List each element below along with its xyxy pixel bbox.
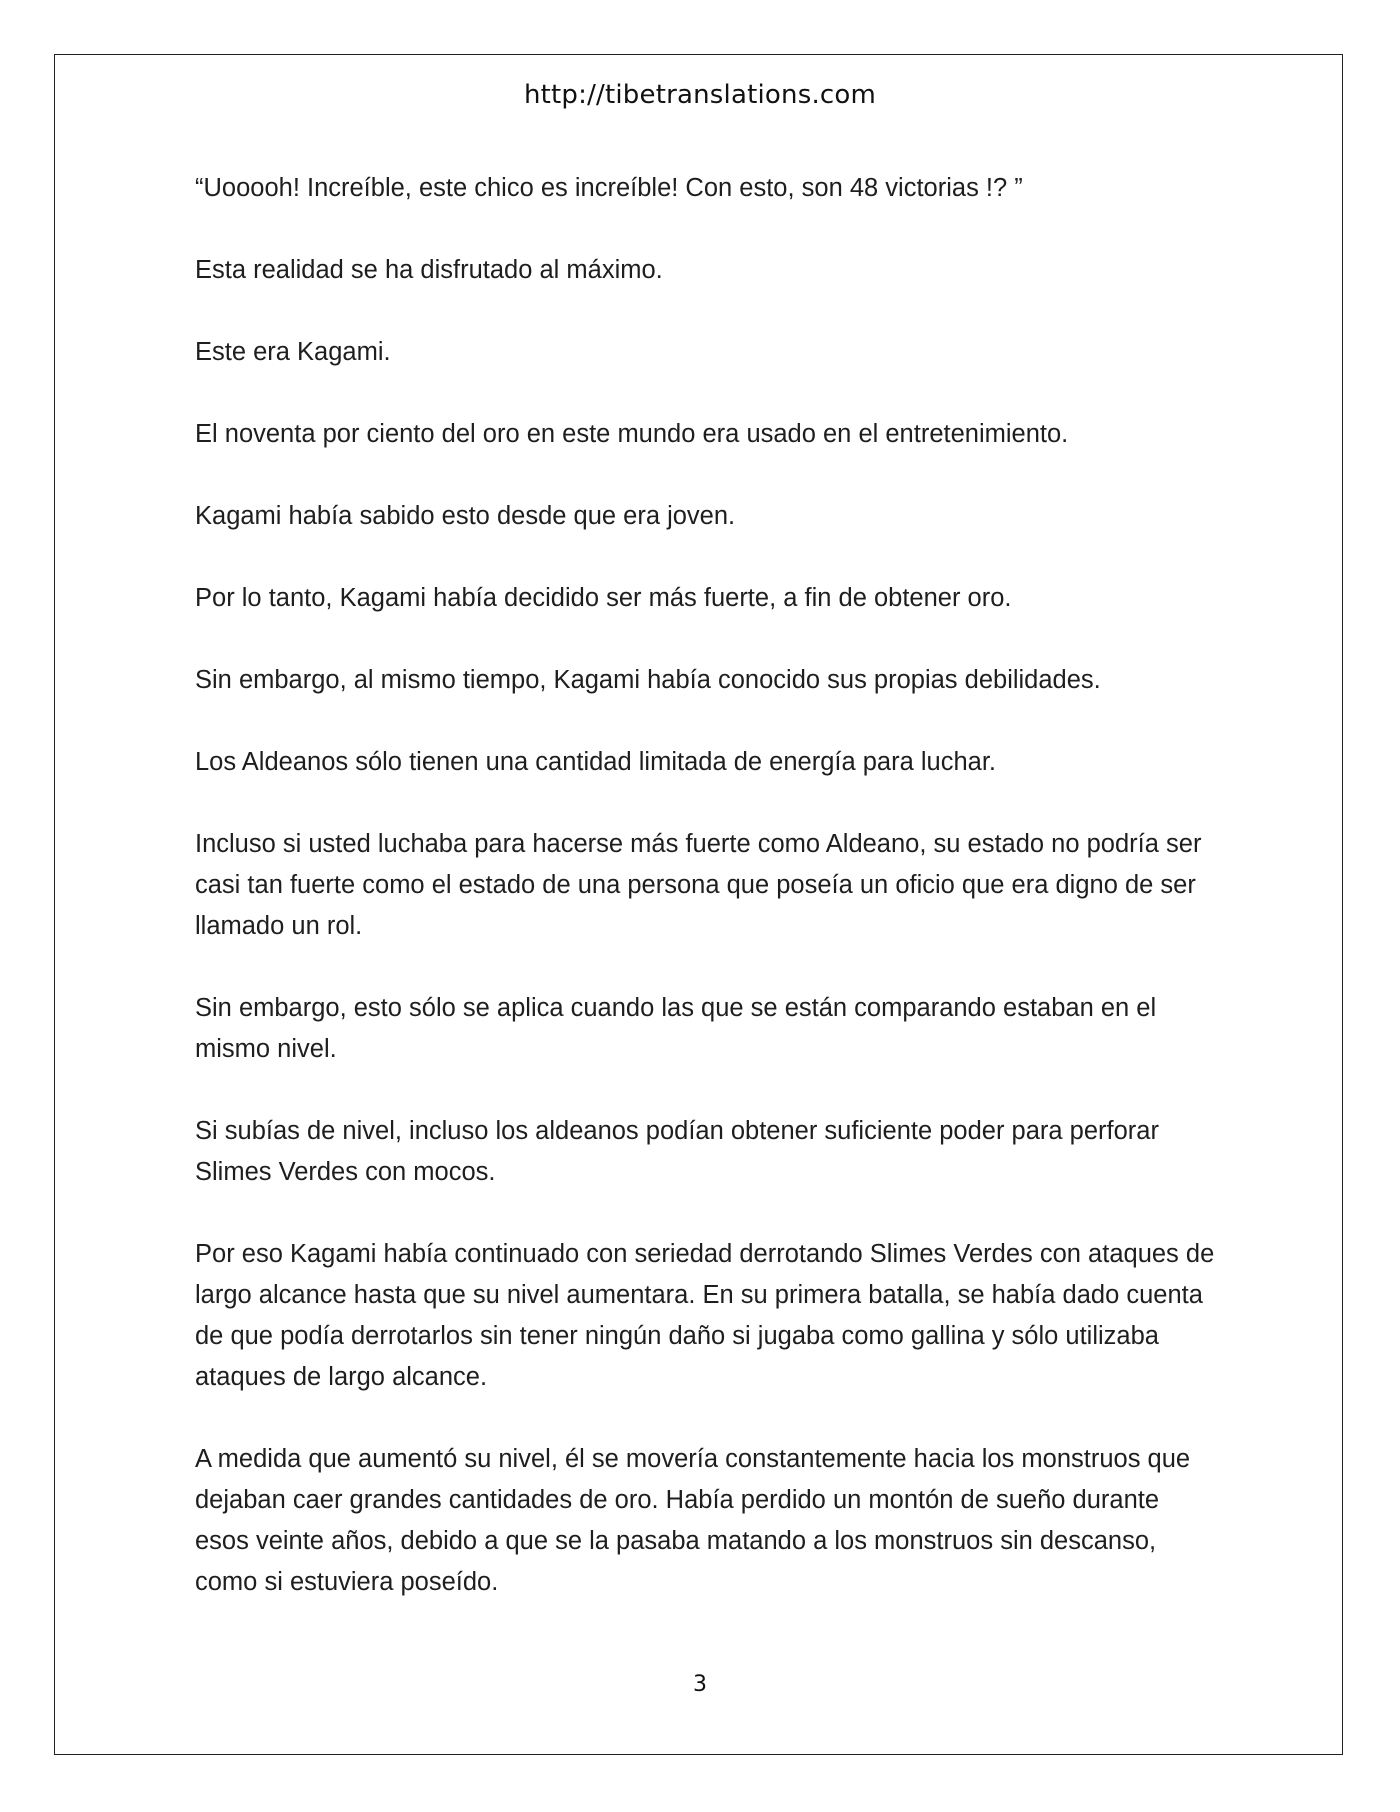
paragraph: Esta realidad se ha disfrutado al máximo.	[195, 256, 663, 284]
header-url: http://tibetranslations.com	[523, 80, 877, 110]
paragraph: Los Aldeanos sólo tienen una cantidad limitada de energía para luchar.	[195, 748, 996, 776]
paragraph: Sin embargo, esto sólo se aplica cuando las que se están comparando estaban en el mismo nivel.	[195, 994, 1157, 1063]
paragraph: A medida que aumentó su nivel, él se movería constantemente hacia los monstruos que dejaban caer grandes cantidades de oro. Había perdido un montón de sueño durante esos veinte años, debido a que se la pasaba matando a los monstruos sin descanso, como si estuviera poseído.	[195, 1445, 1191, 1596]
paragraph: Kagami había sabido esto desde que era joven.	[195, 502, 736, 530]
document-body	[195, 168, 1215, 1644]
paragraph: Incluso si usted luchaba para hacerse más fuerte como Aldeano, su estado no podría ser casi tan fuerte como el estado de una persona que poseía un oficio que era digno de ser llamado un rol.	[195, 830, 1202, 940]
paragraph: Este era Kagami.	[195, 338, 391, 366]
paragraph: “Uooooh! Increíble, este chico es increíble! Con esto, son 48 victorias !? ”	[195, 174, 1023, 202]
paragraph: Por lo tanto, Kagami había decidido ser más fuerte, a fin de obtener oro.	[195, 584, 1012, 612]
paragraph: Por eso Kagami había continuado con seriedad derrotando Slimes Verdes con ataques de largo alcance hasta que su nivel aumentara. En su primera batalla, se había dado cuenta de que podía derrotarlos sin tener ningún daño si jugaba como gallina y sólo utilizaba ataques de largo alcance.	[195, 1240, 1215, 1391]
page-number: 3	[693, 1672, 707, 1697]
paragraph: Sin embargo, al mismo tiempo, Kagami había conocido sus propias debilidades.	[195, 666, 1101, 694]
paragraph: El noventa por ciento del oro en este mundo era usado en el entretenimiento.	[195, 420, 1069, 448]
paragraph: Si subías de nivel, incluso los aldeanos podían obtener suficiente poder para perforar Slimes Verdes con mocos.	[195, 1117, 1159, 1186]
